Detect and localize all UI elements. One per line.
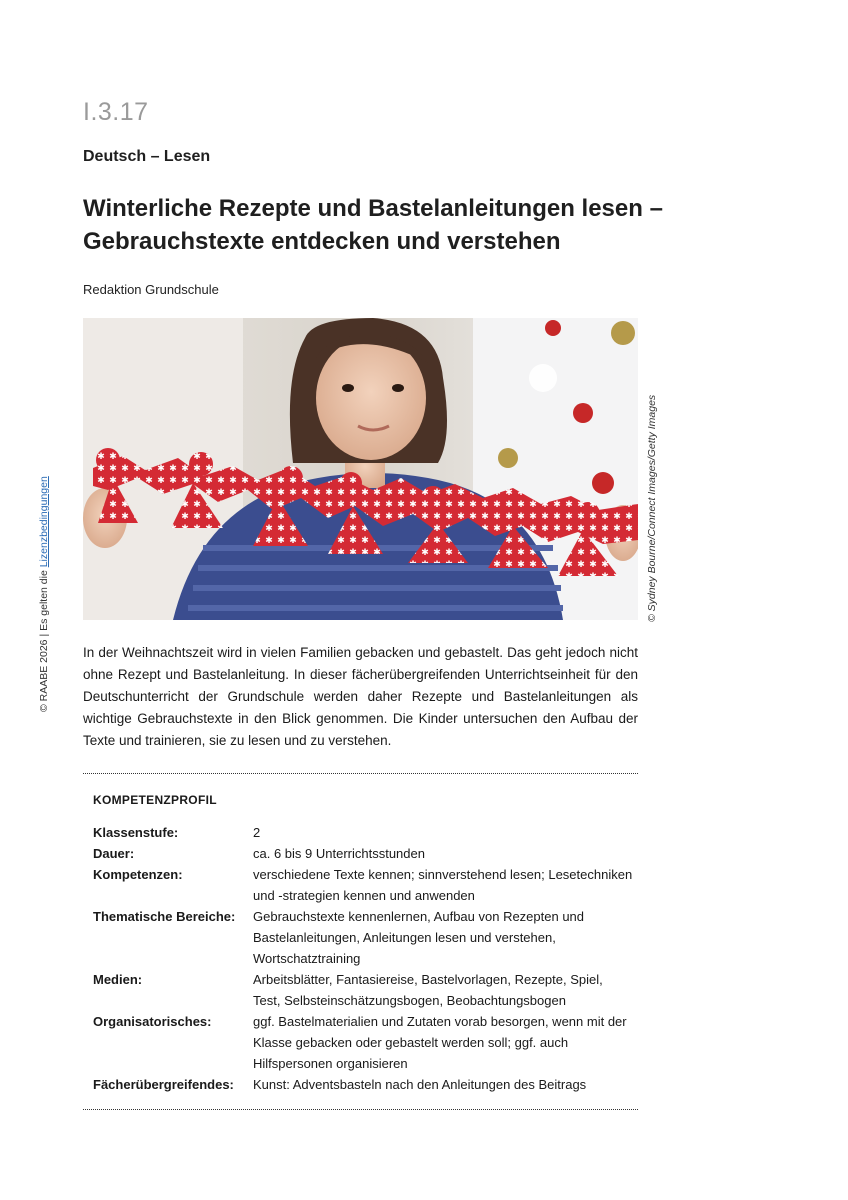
intro-paragraph: In der Weihnachtszeit wird in vielen Familien gebacken und gebastelt. Das geht jedoch nicht ohne Rezept und Bastelanleitung. In dieser fächerübergreifenden Unterrichtseinheit für den Deutschunterricht der Grundschule werden daher Rezepte und Bastelanleitungen als wichtige Gebrauchstexte in den Blick genommen. Die Kinder untersuchen den Aufbau der Texte und trainieren, sie zu lesen und zu verstehen.: [83, 645, 638, 748]
profile-label: Kompetenzen:: [93, 867, 183, 882]
profile-row-media: [93, 969, 633, 1011]
page-title: Winterliche Rezepte und Bastelanleitungen lesen – Gebrauchstexte entdecken und verstehen: [83, 195, 663, 255]
competence-profile-table: [93, 822, 633, 1095]
profile-value: 2: [253, 825, 261, 840]
profile-row-competences: [93, 864, 633, 906]
profile-value: ca. 6 bis 9 Unterrichtsstunden: [253, 846, 425, 861]
profile-value: ggf. Bastelmaterialien und Zutaten vorab besorgen, wenn mit der Klasse gebacken oder gebastelt werden soll; ggf. auch Hilfspersonen organisieren: [253, 1014, 627, 1071]
unit-code: I.3.17: [83, 98, 149, 126]
profile-label: Thematische Bereiche:: [93, 909, 236, 924]
photo-credit: © Sydney Bourne/Connect Images/Getty Images: [646, 394, 658, 622]
license-link[interactable]: Lizenzbedingungen: [38, 476, 50, 568]
profile-row-topics: [93, 906, 633, 969]
competence-profile-heading: KOMPETENZPROFIL: [93, 793, 217, 807]
profile-label: Klassenstufe:: [93, 825, 179, 840]
cover-photo: [83, 318, 638, 620]
profile-value: Arbeitsblätter, Fantasiereise, Bastelvorlagen, Rezepte, Spiel, Test, Selbsteinschätzungsbogen, Beobachtungsbogen: [253, 972, 603, 1008]
profile-label: Dauer:: [93, 846, 135, 861]
profile-label: Organisatorisches:: [93, 1014, 212, 1029]
author: Redaktion Grundschule: [83, 282, 219, 297]
profile-row-organisation: [93, 1011, 633, 1074]
profile-value: Gebrauchstexte kennenlernen, Aufbau von Rezepten und Bastelanleitungen, Anleitungen lesen und verstehen, Wortschatztraining: [253, 909, 585, 966]
profile-label: Medien:: [93, 972, 143, 987]
license-note: [38, 476, 50, 712]
copyright-text: © RAABE 2026 | Es gelten die: [38, 567, 50, 712]
divider-top: [83, 773, 638, 774]
profile-row-cross-curricular: [93, 1074, 633, 1095]
profile-label: Fächerübergreifendes:: [93, 1077, 234, 1092]
divider-bottom: [83, 1109, 638, 1110]
profile-value: verschiedene Texte kennen; sinnverstehend lesen; Lesetechniken und -strategien kennen und anwenden: [253, 867, 633, 903]
subject-line: Deutsch – Lesen: [83, 148, 211, 165]
profile-value: Kunst: Adventsbasteln nach den Anleitungen des Beitrags: [253, 1077, 587, 1092]
profile-row-grade: [93, 822, 633, 843]
profile-row-duration: [93, 843, 633, 864]
